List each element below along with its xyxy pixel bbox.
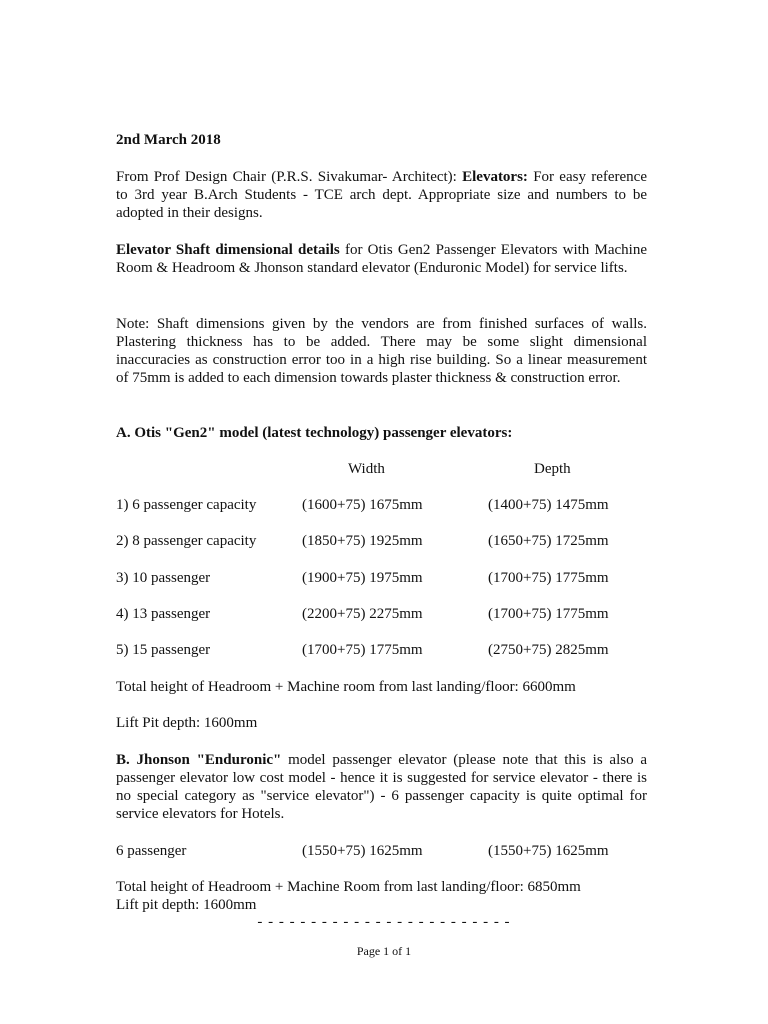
column-header-width: Width: [348, 461, 385, 477]
table-row: [116, 842, 647, 862]
intro-prefix: From Prof Design Chair (P.R.S. Sivakumar- Architect):: [116, 169, 463, 185]
row-width: (1600+75) 1675mm: [302, 497, 423, 513]
row-depth: (2750+75) 2825mm: [488, 642, 609, 658]
section-b-bold: B. Jhonson "Enduronic": [116, 752, 282, 768]
document-date: 2nd March 2018: [116, 132, 221, 148]
table-row: [116, 569, 647, 589]
section-b-pit-depth: Lift pit depth: 1600mm: [116, 897, 257, 913]
row-label: 5) 15 passenger: [116, 642, 211, 658]
row-width: (1550+75) 1625mm: [302, 843, 423, 859]
shaft-paragraph: [116, 241, 647, 277]
intro-suffix: For easy reference to 3rd year B.Arch Students - TCE arch dept. Appropriate size and numbers to be adopted in their designs.: [116, 169, 647, 221]
section-b-text: model passenger elevator (please note that this is also a passenger elevator low cost model - hence it is suggested for service elevator - there is no special category as "service elevator") - 6 passenger capacity is quite optimal for service elevators for Hotels.: [116, 752, 647, 822]
section-b-total-height: Total height of Headroom + Machine Room from last landing/floor: 6850mm: [116, 879, 581, 895]
section-a-heading: A. Otis "Gen2" model (latest technology) passenger elevators:: [116, 425, 513, 441]
row-width: (1900+75) 1975mm: [302, 570, 423, 586]
row-depth: (1700+75) 1775mm: [488, 606, 609, 622]
shaft-bold: Elevator Shaft dimensional details: [116, 242, 340, 258]
section-a-total-height: Total height of Headroom + Machine room from last landing/floor: 6600mm: [116, 679, 576, 695]
section-b-paragraph: [116, 751, 647, 823]
section-a-pit-depth: Lift Pit depth: 1600mm: [116, 715, 258, 731]
page-footer: Page 1 of 1: [356, 944, 412, 958]
row-width: (2200+75) 2275mm: [302, 606, 423, 622]
intro-bold: Elevators:: [462, 169, 528, 185]
row-label: 4) 13 passenger: [116, 606, 211, 622]
row-label: 1) 6 passenger capacity: [116, 497, 257, 513]
note-paragraph: Note: Shaft dimensions given by the vendors are from finished surfaces of walls. Plastering thickness has to be added. There may be some slight dimensional inaccuracies as construction error too in a high rise building. So a linear measurement of 75mm is added to each dimension towards plaster thickness & construction error.: [116, 316, 647, 386]
table-row: [116, 496, 647, 516]
column-header-depth: Depth: [534, 461, 571, 477]
row-depth: (1550+75) 1625mm: [488, 843, 609, 859]
row-depth: (1700+75) 1775mm: [488, 570, 609, 586]
row-depth: (1400+75) 1475mm: [488, 497, 609, 513]
table-row: [116, 641, 647, 661]
row-label: 2) 8 passenger capacity: [116, 533, 257, 549]
intro-paragraph: [116, 168, 647, 222]
row-width: (1700+75) 1775mm: [302, 642, 423, 658]
table-row: [116, 532, 647, 552]
row-depth: (1650+75) 1725mm: [488, 533, 609, 549]
row-width: (1850+75) 1925mm: [302, 533, 423, 549]
row-label: 3) 10 passenger: [116, 570, 211, 586]
table-header: [116, 460, 647, 480]
shaft-suffix: for Otis Gen2 Passenger Elevators with Machine Room & Headroom & Jhonson standard elevator (Enduronic Model) for service lifts.: [116, 242, 648, 276]
row-label: 6 passenger: [116, 843, 187, 859]
divider-line: - - - - - - - - - - - - - - - - - - - - - - - -: [257, 914, 511, 930]
table-row: [116, 605, 647, 625]
